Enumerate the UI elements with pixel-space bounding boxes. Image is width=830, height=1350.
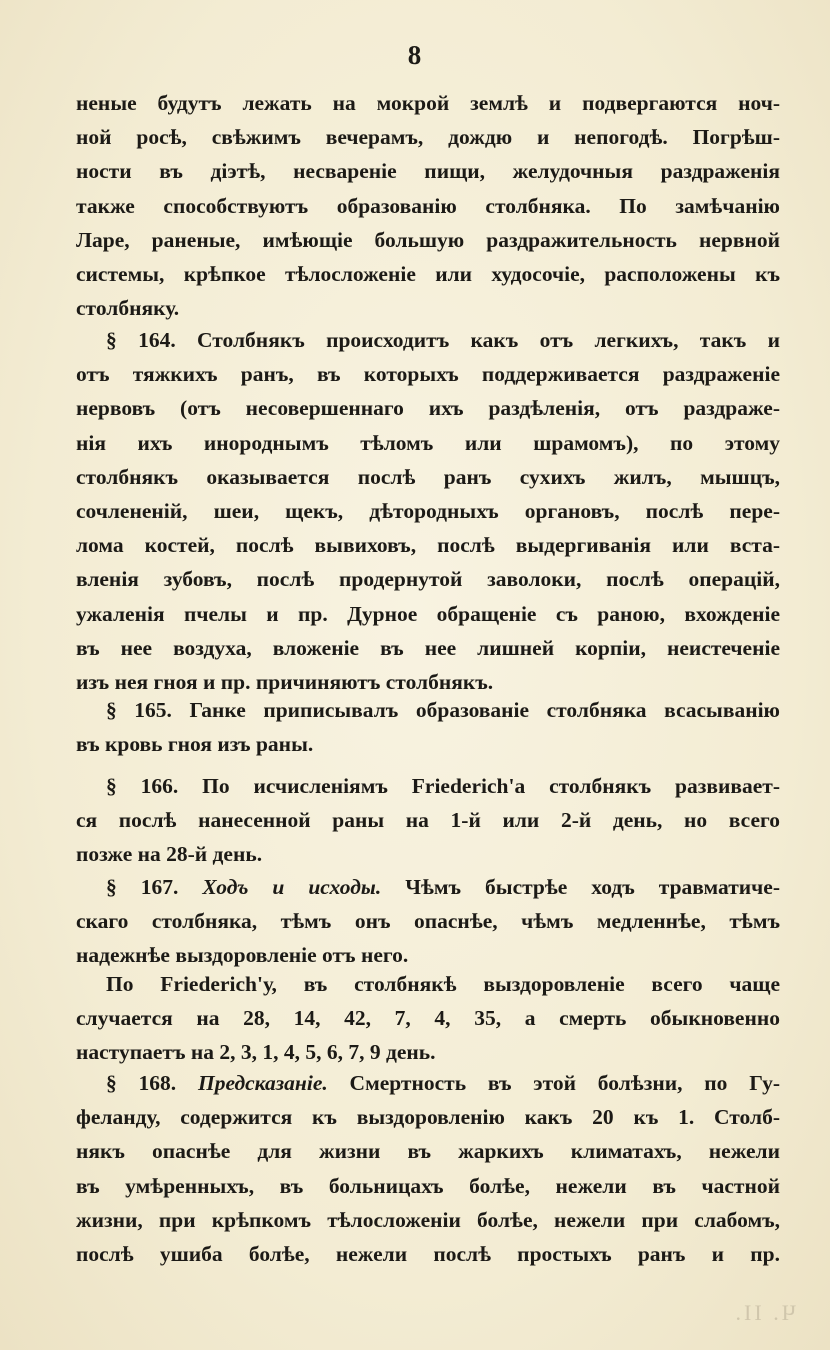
text-line: феланду, содержится къ выздоровленію какъ 20 къ 1. Столб- [76, 1105, 780, 1130]
text-line: столбнякъ оказывается послѣ ранъ сухихъ жилъ, мышцъ, [76, 464, 780, 489]
section-heading: Ходъ и исходы. [202, 875, 382, 899]
text-line: въ кровь гноя изъ раны. [76, 732, 314, 757]
bleed-through-text: Ч. II. [732, 1300, 796, 1325]
text-line [76, 1066, 780, 1100]
text-line: послѣ ушиба болѣе, нежели послѣ простыхъ ранъ и пр. [76, 1241, 780, 1266]
text-run: Чѣмъ быстрѣе ходъ травматиче- [405, 875, 781, 899]
text-line: изъ нея гноя и пр. причиняютъ столбнякъ. [76, 669, 494, 694]
section-heading: Предсказаніе. [197, 1071, 328, 1095]
paragraph-section-164 [76, 323, 780, 699]
text-line: системы, крѣпкое тѣлосложеніе или худосочіе, расположены къ [76, 261, 780, 286]
text-line: позже на 28-й день. [76, 842, 263, 867]
text-line: Ларе, раненые, имѣющіе большую раздражительность нервной [76, 227, 780, 252]
paragraph-section-165 [76, 693, 780, 761]
paragraph [76, 86, 780, 325]
text-line: ся послѣ нанесенной раны на 1-й или 2-й день, но всего [76, 808, 780, 833]
text-line: По Friederich'у, въ столбнякѣ выздоровленіе всего чаще [106, 972, 780, 996]
text-line: § 165. Ганке приписывалъ образованіе столбняка всасыванію [106, 698, 780, 722]
text-line: отъ тяжкихъ ранъ, въ которыхъ поддерживается раздраженіе [76, 362, 780, 387]
text-line: ности въ діэтѣ, несвареніе пищи, желудочныя раздраженія [76, 159, 780, 184]
text-line: вленія зубовъ, послѣ продернутой заволоки, послѣ операцій, [76, 567, 780, 592]
text-line: ужаленія пчелы и пр. Дурное обращеніе съ раною, вхожденіе [76, 601, 780, 626]
text-line: въ умѣренныхъ, въ больницахъ болѣе, нежели въ частной [76, 1173, 780, 1198]
text-line: сочлененій, шеи, щекъ, дѣтородныхъ органовъ, послѣ пере- [76, 498, 780, 523]
text-line: лома костей, послѣ вывиховъ, послѣ выдергиванія или вста- [76, 533, 780, 558]
text-line: жизни, при крѣпкомъ тѣлосложеніи болѣе, нежели при слабомъ, [76, 1207, 780, 1232]
text-line: нервовъ (отъ несовершеннаго ихъ раздѣленія, отъ раздраже- [76, 396, 780, 421]
text-line: § 164. Столбнякъ происходитъ какъ отъ легкихъ, такъ и [106, 328, 780, 352]
text-line: някъ опаснѣе для жизни въ жаркихъ климатахъ, нежели [76, 1139, 780, 1164]
text-line: неные будутъ лежать на мокрой землѣ и подвергаются ноч- [76, 91, 780, 115]
section-number: § 168. [106, 1071, 177, 1095]
paragraph-section-167 [76, 870, 780, 973]
text-line: ной росѣ, свѣжимъ вечерамъ, дождю и непогодѣ. Погрѣш- [76, 125, 780, 150]
text-line [76, 870, 780, 904]
text-line: надежнѣе выздоровленіе отъ него. [76, 943, 409, 968]
text-line: скаго столбняка, тѣмъ онъ опаснѣе, чѣмъ медленнѣе, тѣмъ [76, 909, 780, 934]
page-number: 8 [407, 40, 423, 70]
section-number: § 167. [106, 875, 179, 899]
paragraph-section-168 [76, 1066, 780, 1271]
text-line: нія ихъ инороднымъ тѣломъ или шрамомъ), по этому [76, 430, 780, 455]
text-line: наступаетъ на 2, 3, 1, 4, 5, 6, 7, 9 день. [76, 1040, 436, 1065]
paragraph-section-166 [76, 769, 780, 872]
text-line: также способствуютъ образованію столбняка. По замѣчанію [76, 193, 780, 218]
text-line: въ нее воздуха, вложеніе въ нее лишней корпіи, неистеченіе [76, 635, 780, 660]
text-line: столбняку. [76, 296, 180, 321]
text-run: Смертность въ этой болѣзни, по Гу- [349, 1071, 780, 1095]
paragraph [76, 967, 780, 1070]
text-line: § 166. По исчисленіямъ Friederich'а столбнякъ развивает- [106, 774, 780, 798]
text-line: случается на 28, 14, 42, 7, 4, 35, а смерть обыкновенно [76, 1006, 780, 1031]
